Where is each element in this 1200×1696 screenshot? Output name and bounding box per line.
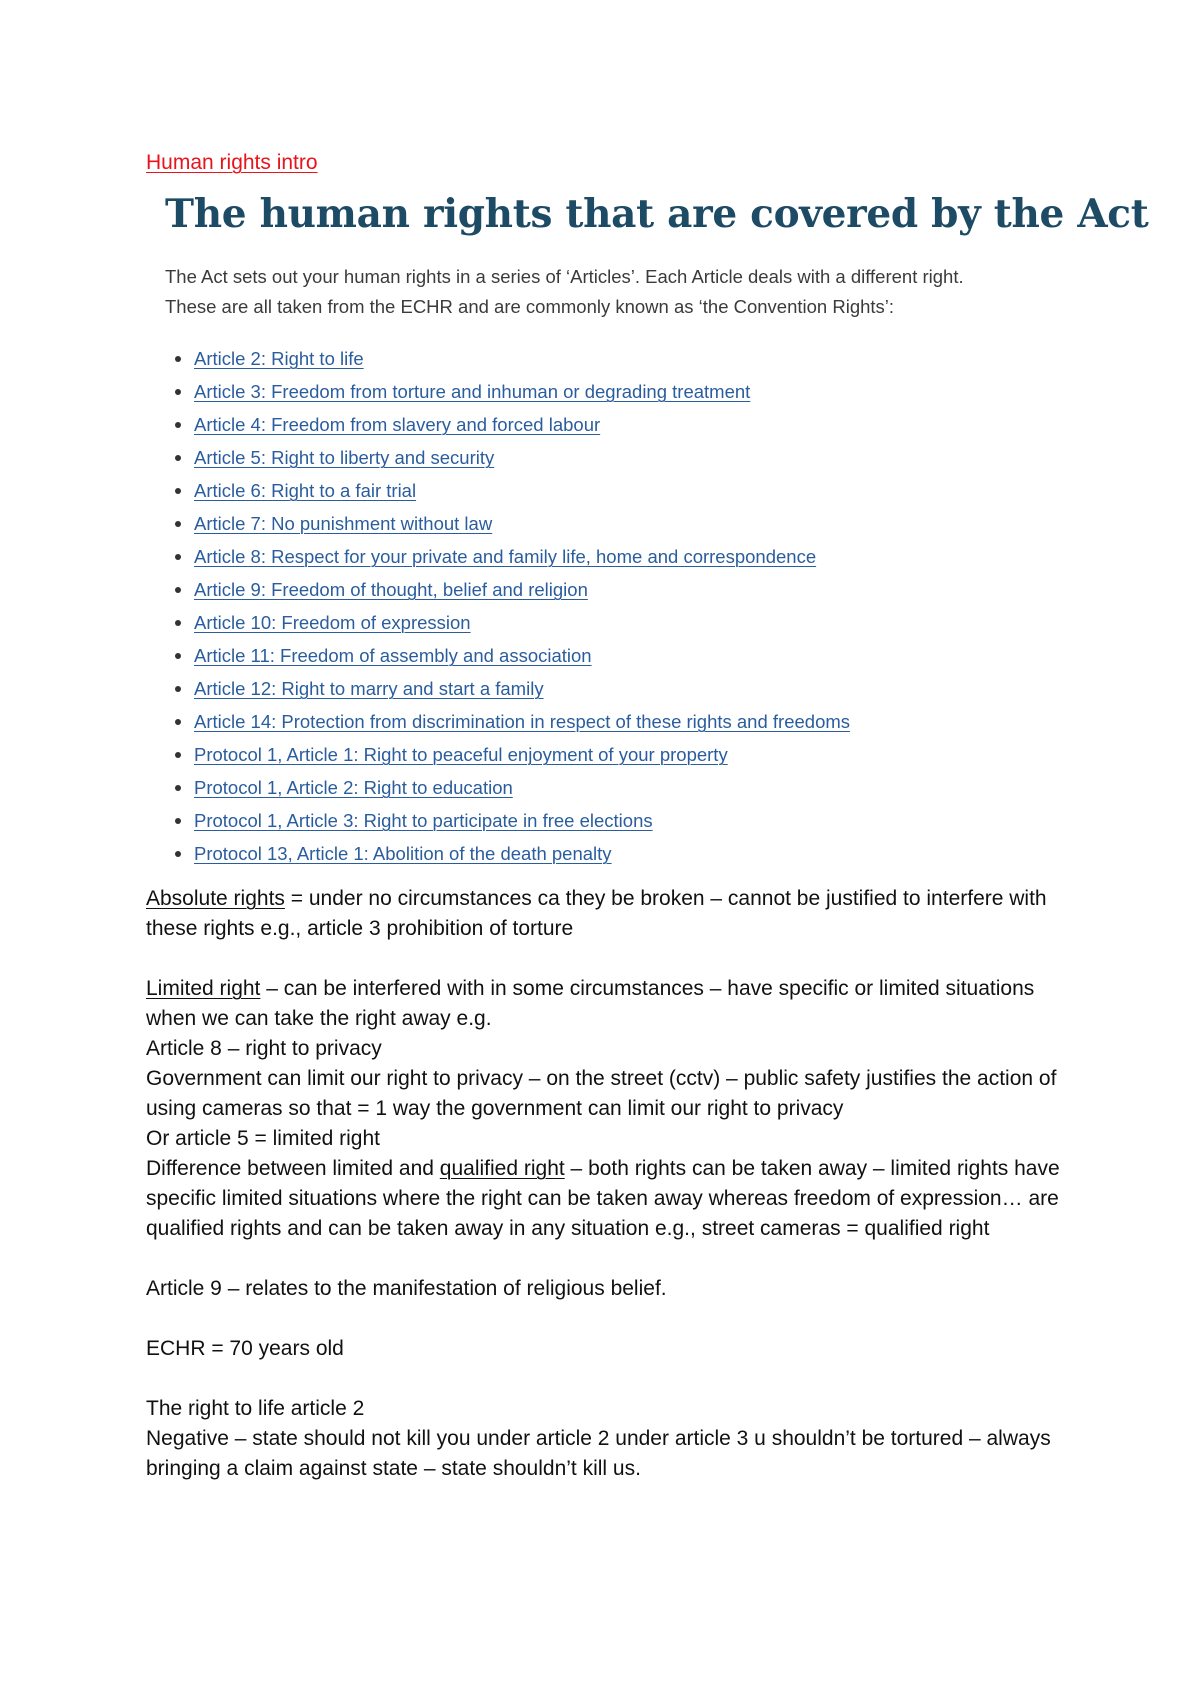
article-link[interactable]: Protocol 1, Article 2: Right to education — [194, 777, 513, 798]
list-item — [165, 474, 1095, 507]
echr-line: ECHR = 70 years old — [146, 1337, 344, 1360]
list-item — [165, 705, 1095, 738]
bullet-icon — [175, 653, 181, 659]
article-link[interactable]: Article 8: Respect for your private and family life, home and correspondence — [194, 546, 817, 567]
article5-line: Or article 5 = limited right — [146, 1127, 380, 1150]
bullet-icon — [175, 455, 181, 461]
document-heading: Human rights intro — [146, 151, 318, 174]
paragraph-gap — [146, 944, 1066, 974]
paragraph-gap — [146, 1364, 1066, 1394]
intro-line: These are all taken from the ECHR and are commonly known as ‘the Convention Rights’: — [165, 296, 895, 317]
article-link[interactable]: Article 4: Freedom from slavery and forced labour — [194, 414, 601, 435]
list-item — [165, 408, 1095, 441]
negative-line: Negative – state should not kill you under article 2 under article 3 u shouldn’t be tortured – always bringing a claim against state – state shouldn’t kill us. — [146, 1427, 1051, 1480]
article-link[interactable]: Article 6: Right to a fair trial — [194, 480, 417, 501]
rights-list — [165, 342, 1095, 870]
article-link[interactable]: Article 2: Right to life — [194, 348, 364, 369]
list-item — [165, 573, 1095, 606]
list-item — [165, 540, 1095, 573]
list-item — [165, 837, 1095, 870]
bullet-icon — [175, 488, 181, 494]
list-item — [165, 342, 1095, 375]
list-item — [165, 606, 1095, 639]
government-line: Government can limit our right to privacy – on the street (cctv) – public safety justifies the action of using cameras so that = 1 way the government can limit our right to privacy — [146, 1067, 1057, 1120]
article-link[interactable]: Article 14: Protection from discrimination in respect of these rights and freedoms — [194, 711, 851, 732]
limited-right-text: – can be interfered with in some circumstances – have specific or limited situations when we can take the right away e.g. — [146, 977, 1035, 1030]
bullet-icon — [175, 785, 181, 791]
bullet-icon — [175, 620, 181, 626]
article-link[interactable]: Protocol 1, Article 1: Right to peaceful enjoyment of your property — [194, 744, 728, 765]
intro-line: The Act sets out your human rights in a series of ‘Articles’. Each Article deals with a different right. — [165, 266, 964, 287]
difference-suffix: – both rights can be taken away – limited rights have specific limited situations where the right can be taken away whereas freedom of expression… are qualified rights and can be taken away in any situation e.g., street cameras = qualified right — [146, 1157, 1060, 1240]
article8-line: Article 8 – right to privacy — [146, 1037, 382, 1060]
list-item — [165, 639, 1095, 672]
bullet-icon — [175, 554, 181, 560]
article9-line: Article 9 – relates to the manifestation of religious belief. — [146, 1277, 667, 1300]
article-link[interactable]: Article 10: Freedom of expression — [194, 612, 471, 633]
paragraph-gap — [146, 1244, 1066, 1274]
notes-body — [146, 884, 1066, 1484]
bullet-icon — [175, 818, 181, 824]
bullet-icon — [175, 719, 181, 725]
section-title: The human rights that are covered by the Act — [165, 191, 1149, 237]
list-item — [165, 375, 1095, 408]
limited-right-term: Limited right — [146, 977, 261, 1000]
difference-prefix: Difference between limited and — [146, 1157, 440, 1180]
bullet-icon — [175, 422, 181, 428]
difference-paragraph — [146, 1154, 1066, 1244]
bullet-icon — [175, 752, 181, 758]
article-link[interactable]: Article 7: No punishment without law — [194, 513, 493, 534]
limited-right-paragraph — [146, 974, 1066, 1034]
list-item — [165, 771, 1095, 804]
absolute-rights-text: = under no circumstances ca they be broken – cannot be justified to interfere with these rights e.g., article 3 prohibition of torture — [146, 887, 1047, 940]
list-item — [165, 672, 1095, 705]
article-link[interactable]: Article 9: Freedom of thought, belief and religion — [194, 579, 588, 600]
bullet-icon — [175, 686, 181, 692]
pasted-web-section — [165, 190, 1149, 870]
bullet-icon — [175, 851, 181, 857]
list-item — [165, 441, 1095, 474]
list-item — [165, 738, 1095, 771]
section-intro — [165, 262, 1095, 322]
article-link[interactable]: Article 3: Freedom from torture and inhuman or degrading treatment — [194, 381, 751, 402]
list-item — [165, 507, 1095, 540]
bullet-icon — [175, 389, 181, 395]
list-item — [165, 804, 1095, 837]
bullet-icon — [175, 521, 181, 527]
absolute-rights-paragraph — [146, 884, 1066, 944]
article-link[interactable]: Article 12: Right to marry and start a family — [194, 678, 544, 699]
absolute-rights-term: Absolute rights — [146, 887, 285, 910]
article-link[interactable]: Article 11: Freedom of assembly and association — [194, 645, 592, 666]
qualified-right-term: qualified right — [439, 1157, 565, 1180]
article-link[interactable]: Protocol 13, Article 1: Abolition of the death penalty — [194, 843, 612, 864]
bullet-icon — [175, 356, 181, 362]
paragraph-gap — [146, 1304, 1066, 1334]
article-link[interactable]: Protocol 1, Article 3: Right to participate in free elections — [194, 810, 653, 831]
article-link[interactable]: Article 5: Right to liberty and security — [194, 447, 495, 468]
bullet-icon — [175, 587, 181, 593]
right-to-life-line: The right to life article 2 — [146, 1397, 365, 1420]
